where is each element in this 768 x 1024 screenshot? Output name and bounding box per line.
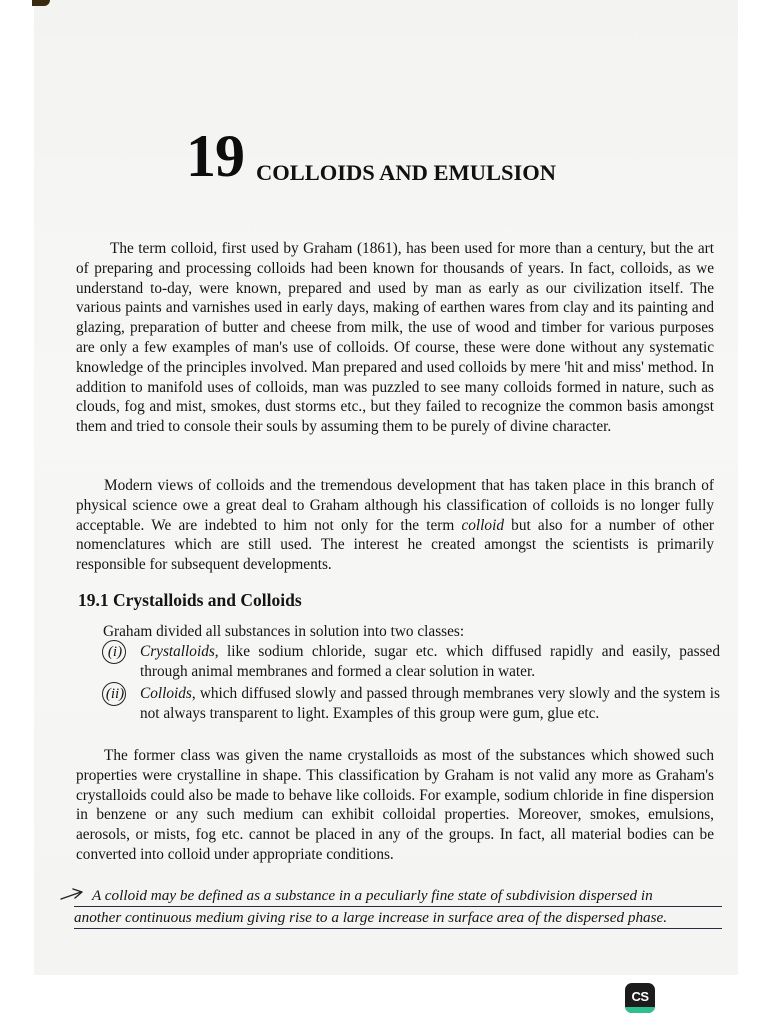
section-heading: 19.1 Crystalloids and Colloids bbox=[78, 590, 302, 610]
badge-label: CS bbox=[631, 989, 649, 1004]
chapter-title: COLLOIDS AND EMULSION bbox=[256, 160, 557, 185]
classes-intro: Graham divided all substances in solution into two classes: bbox=[103, 623, 465, 640]
list-item-term: Colloids bbox=[140, 685, 192, 702]
colloid-definition bbox=[74, 885, 722, 929]
list-marker: (i) bbox=[107, 644, 123, 660]
badge-stripe bbox=[625, 1007, 655, 1013]
list-item-term: Crystalloids bbox=[140, 643, 215, 660]
list-item-text bbox=[140, 642, 720, 682]
definition-line-1: A colloid may be defined as a substance in a peculiarly fine state of subdivision dispersed in bbox=[74, 885, 722, 907]
list-item-text bbox=[140, 684, 720, 724]
intro-paragraph: The term colloid, first used by Graham (1861), has been used for more than a century, but the art of preparing and processing colloids had been known for thousands of years. In fact, colloids, as we understand to-day, were known, prepared and used by man as early as our civilization itself. The various paints and varnishes used in early days, making of earthen wares from clay and its painting and glazing, preparation of butter and cheese from milk, the use of wood and timber for various purposes are only a few examples of man's use of colloids. Of course, these were done without any systematic knowledge of the principles involved. Man prepared and used colloids by mere 'hit and miss' method. In addition to manifold uses of colloids, man was puzzled to see many colloids formed in nature, such as clouds, fog and mist, smokes, dust storms etc., but they failed to recognize the common basis amongst them and tried to console their souls by assuming them to be purely of divine character. bbox=[76, 240, 714, 436]
modern-views-text-start: Modern views of colloids and the tremendous development that has taken place in this branch of physical science owe a great deal to Graham although his classification of colloids is no longer fully acceptable. We are indebted to him not only for the term bbox=[76, 477, 714, 534]
modern-views-text-end: but also for a number of other nomenclatures which are still used. The interest he created amongst the scientists is primarily responsible for subsequent developments. bbox=[76, 516, 715, 574]
modern-views-term: colloid bbox=[461, 516, 504, 534]
list-marker: (ii) bbox=[105, 686, 125, 702]
list-item-description: , which diffused slowly and passed through membranes very slowly and the system is not always transparent to light. Examples of this group were gum, glue etc. bbox=[140, 685, 720, 722]
chapter-number: 19 bbox=[186, 123, 244, 189]
chapter-heading bbox=[186, 123, 557, 189]
modern-views-paragraph bbox=[76, 476, 714, 575]
classification-paragraph: The former class was given the name crystalloids as most of the substances which showed such properties were crystalline in shape. This classification by Graham is not valid any more as Graham's crystalloids could also be made to behave like colloids. For example, sodium chloride in fine dispersion in benzene or any such medium can exhibit colloidal properties. Moreover, smokes, emulsions, aerosols, or mists, fog etc. cannot be placed in any of the groups. In fact, all material bodies can be converted into colloid under appropriate conditions. bbox=[76, 747, 714, 863]
list-item-description: , like sodium chloride, sugar etc. which diffused rapidly and easily, passed through animal membranes and formed a clear solution in water. bbox=[140, 643, 720, 680]
definition-line-2: another continuous medium giving rise to a large increase in surface area of the dispersed phase. bbox=[74, 907, 722, 929]
camscanner-badge-icon bbox=[625, 983, 655, 1013]
